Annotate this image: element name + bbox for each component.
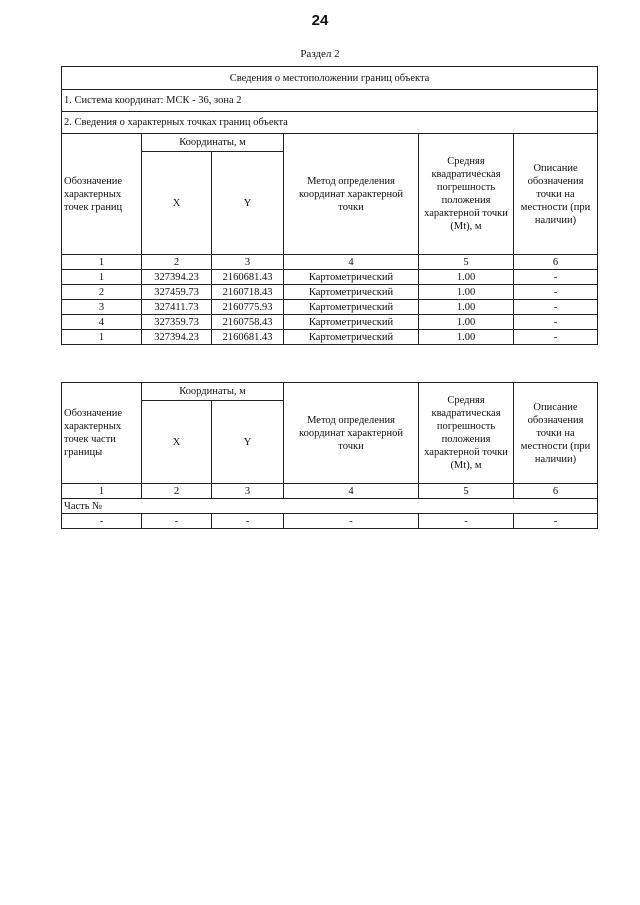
- boundary-points-heading: 2. Сведения о характерных точках границ объекта: [62, 112, 598, 134]
- column-number: 3: [212, 484, 284, 499]
- page-number: 24: [311, 12, 329, 29]
- method: Картометрический: [284, 300, 419, 315]
- table-title: Сведения о местоположении границ объекта: [62, 67, 598, 90]
- point-number: 2: [62, 285, 142, 300]
- coord-x: 327411.73: [142, 300, 212, 315]
- table-row: [62, 285, 598, 300]
- coord-x: 327394.23: [142, 330, 212, 345]
- column-number: 5: [419, 255, 514, 270]
- column-number: 4: [284, 484, 419, 499]
- coordinate-system: 1. Система координат: МСК - 36, зона 2: [62, 90, 598, 112]
- header-part-point-designation: [62, 383, 142, 484]
- header-y: Y: [212, 401, 284, 484]
- table-row: [62, 315, 598, 330]
- error: 1.00: [419, 270, 514, 285]
- column-numbers-row: [62, 255, 598, 270]
- table-row: [62, 270, 598, 285]
- header-x: X: [142, 401, 212, 484]
- table-row: [62, 330, 598, 345]
- description: -: [514, 315, 598, 330]
- coord-y: 2160681.43: [212, 270, 284, 285]
- column-numbers-row: [62, 484, 598, 499]
- header-x: X: [142, 152, 212, 255]
- method: Картометрический: [284, 270, 419, 285]
- table-row: [62, 300, 598, 315]
- column-number: 1: [62, 255, 142, 270]
- description: -: [514, 270, 598, 285]
- designation-line: Обозначение характерных: [64, 408, 123, 432]
- coord-y: 2160758.43: [212, 315, 284, 330]
- error: -: [419, 514, 514, 529]
- coord-x: 327359.73: [142, 315, 212, 330]
- header-point-designation: Обозначение характерных точек границ: [62, 134, 142, 255]
- header-method: Метод определения координат характерной точки: [284, 383, 419, 484]
- header-error: Средняя квадратическая погрешность положения характерной точки (Mt), м: [419, 383, 514, 484]
- boundary-table: [61, 66, 598, 345]
- column-number: 2: [142, 255, 212, 270]
- column-number: 2: [142, 484, 212, 499]
- header-method: Метод определения координат характерной точки: [284, 134, 419, 255]
- header-coordinates: Координаты, м: [142, 134, 284, 152]
- column-number: 6: [514, 484, 598, 499]
- description: -: [514, 285, 598, 300]
- column-number: 1: [62, 484, 142, 499]
- error: 1.00: [419, 330, 514, 345]
- section-title: Раздел 2: [300, 48, 340, 60]
- designation-line: точек части: [64, 434, 116, 445]
- header-error: Средняя квадратическая погрешность положения характерной точки (Mt), м: [419, 134, 514, 255]
- coord-x: -: [142, 514, 212, 529]
- designation-line: границы: [64, 447, 103, 458]
- column-number: 4: [284, 255, 419, 270]
- point-number: 4: [62, 315, 142, 330]
- column-number: 3: [212, 255, 284, 270]
- method: Картометрический: [284, 285, 419, 300]
- method: Картометрический: [284, 330, 419, 345]
- table-row: [62, 514, 598, 529]
- error: 1.00: [419, 300, 514, 315]
- coord-y: 2160681.43: [212, 330, 284, 345]
- method: Картометрический: [284, 315, 419, 330]
- coord-y: -: [212, 514, 284, 529]
- error: 1.00: [419, 315, 514, 330]
- coord-y: 2160718.43: [212, 285, 284, 300]
- header-y: Y: [212, 152, 284, 255]
- header-description: Описание обозначения точки на местности (при наличии): [514, 134, 598, 255]
- column-number: 5: [419, 484, 514, 499]
- description: -: [514, 330, 598, 345]
- error: 1.00: [419, 285, 514, 300]
- coord-x: 327394.23: [142, 270, 212, 285]
- column-number: 6: [514, 255, 598, 270]
- coord-x: 327459.73: [142, 285, 212, 300]
- header-description: Описание обозначения точки на местности (при наличии): [514, 383, 598, 484]
- point-number: -: [62, 514, 142, 529]
- method: -: [284, 514, 419, 529]
- header-coordinates: Координаты, м: [142, 383, 284, 401]
- point-number: 3: [62, 300, 142, 315]
- point-number: 1: [62, 270, 142, 285]
- part-number-label: Часть №: [62, 499, 598, 514]
- description: -: [514, 514, 598, 529]
- part-boundary-table: [61, 382, 598, 529]
- coord-y: 2160775.93: [212, 300, 284, 315]
- description: -: [514, 300, 598, 315]
- point-number: 1: [62, 330, 142, 345]
